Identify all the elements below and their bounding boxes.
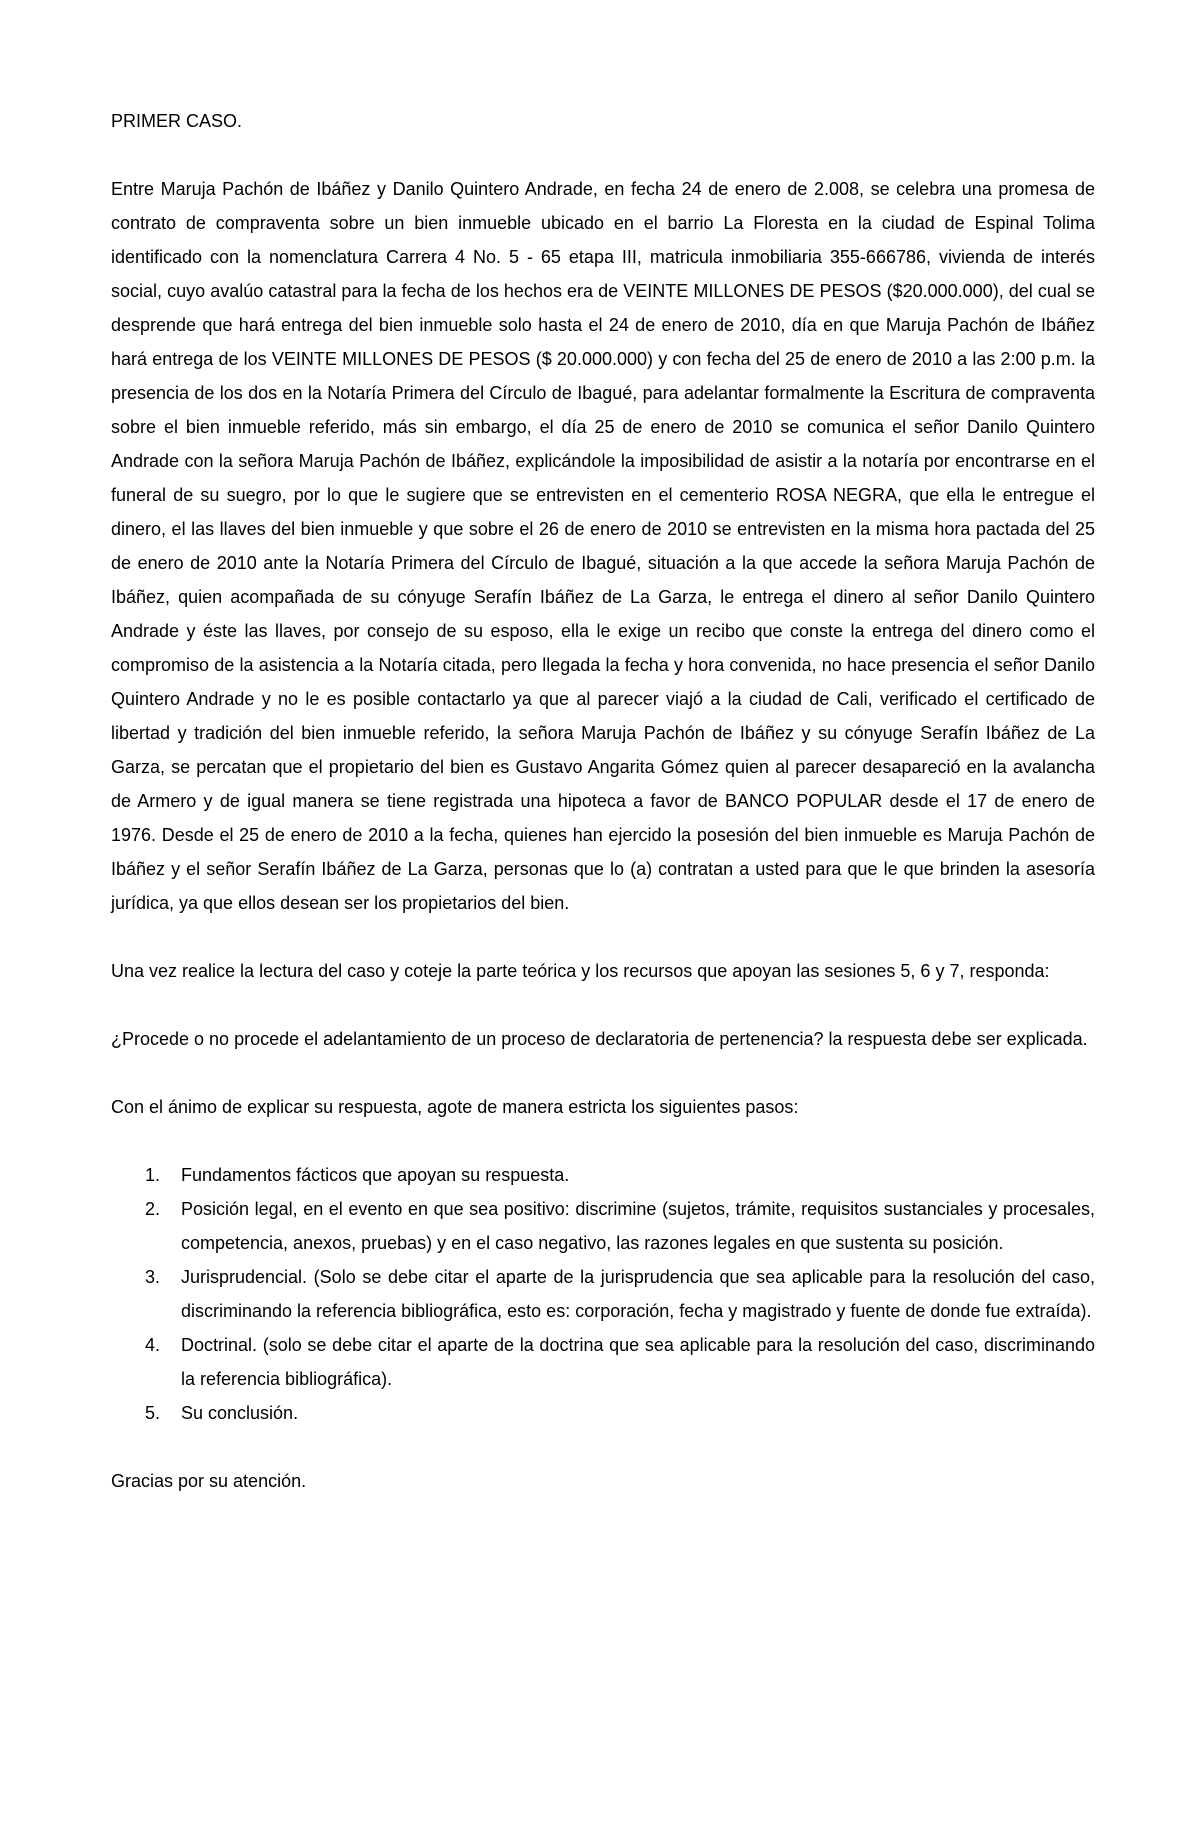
step-text: Posición legal, en el evento en que sea positivo: discrimine (sujetos, trámite, requisitos sustanciales y procesales, competencia, anexos, pruebas) y en el caso negativo, las razones legales en que sustenta su posición. xyxy=(181,1199,1095,1253)
list-item xyxy=(111,1328,1095,1396)
document-title: PRIMER CASO. xyxy=(111,111,243,131)
steps-list xyxy=(111,1158,1095,1430)
list-item xyxy=(111,1396,1095,1430)
step-number: 4. xyxy=(145,1335,161,1355)
step-number: 5. xyxy=(145,1403,161,1423)
list-item xyxy=(111,1192,1095,1260)
step-text: Jurisprudencial. (Solo se debe citar el aparte de la jurisprudencia que sea aplicable para la resolución del caso, discriminando la referencia bibliográfica, esto es: corporación, fecha y magistrado y fuente de donde fue extraída). xyxy=(181,1267,1095,1321)
step-number: 3. xyxy=(145,1267,161,1287)
list-item xyxy=(111,1260,1095,1328)
step-number: 2. xyxy=(145,1199,161,1219)
instruction-text: Una vez realice la lectura del caso y coteje la parte teórica y los recursos que apoyan las sesiones 5, 6 y 7, responda: xyxy=(111,961,1050,981)
document-page xyxy=(111,104,1095,1532)
question-text: ¿Procede o no procede el adelantamiento de un proceso de declaratoria de pertenencia? la respuesta debe ser explicada. xyxy=(111,1029,1088,1049)
steps-intro: Con el ánimo de explicar su respuesta, agote de manera estricta los siguientes pasos: xyxy=(111,1097,799,1117)
step-text: Su conclusión. xyxy=(181,1403,299,1423)
step-text: Doctrinal. (solo se debe citar el aparte de la doctrina que sea aplicable para la resolución del caso, discriminando la referencia bibliográfica). xyxy=(181,1335,1095,1389)
step-text: Fundamentos fácticos que apoyan su respuesta. xyxy=(181,1165,570,1185)
list-item xyxy=(111,1158,1095,1192)
closing-text: Gracias por su atención. xyxy=(111,1471,307,1491)
case-text: Entre Maruja Pachón de Ibáñez y Danilo Quintero Andrade, en fecha 24 de enero de 2.008, se celebra una promesa de contrato de compraventa sobre un bien inmueble ubicado en el barrio La Floresta en la ciudad de Espinal Tolima identificado con la nomenclatura Carrera 4 No. 5 - 65 etapa III, matricula inmobiliaria 355-666786, vivienda de interés social, cuyo avalúo catastral para la fecha de los hechos era de VEINTE MILLONES DE PESOS ($20.000.000), del cual se desprende que hará entrega del bien inmueble solo hasta el 24 de enero de 2010, día en que Maruja Pachón de Ibáñez hará entrega de los VEINTE MILLONES DE PESOS ($ 20.000.000) y con fecha del 25 de enero de 2010 a las 2:00 p.m. la presencia de los dos en la Notaría Primera del Círculo de Ibagué, para adelantar formalmente la Escritura de compraventa sobre el bien inmueble referido, más sin embargo, el día 25 de enero de 2010 se comunica el señor Danilo Quintero Andrade con la señora Maruja Pachón de Ibáñez, explicándole la imposibilidad de asistir a la notaría por encontrarse en el funeral de su suegro, por lo que le sugiere que se entrevisten en el cementerio ROSA NEGRA, que ella le entregue el dinero, el las llaves del bien inmueble y que sobre el 26 de enero de 2010 se entrevisten en la misma hora pactada del 25 de enero de 2010 ante la Notaría Primera del Círculo de Ibagué, situación a la que accede la señora Maruja Pachón de Ibáñez, quien acompañada de su cónyuge Serafín Ibáñez de La Garza, le entrega el dinero al señor Danilo Quintero Andrade y éste las llaves, por consejo de su esposo, ella le exige un recibo que conste la entrega del dinero como el compromiso de la asistencia a la Notaría citada, pero llegada la fecha y hora convenida, no hace presencia el señor Danilo Quintero Andrade y no le es posible contactarlo ya que al parecer viajó a la ciudad de Cali, verificado el certificado de libertad y tradición del bien inmueble referido, la señora Maruja Pachón de Ibáñez y su cónyuge Serafín Ibáñez de La Garza, se percatan que el propietario del bien es Gustavo Angarita Gómez quien al parecer desapareció en la avalancha de Armero y de igual manera se tiene registrada una hipoteca a favor de BANCO POPULAR desde el 17 de enero de 1976. Desde el 25 de enero de 2010 a la fecha, quienes han ejercido la posesión del bien inmueble es Maruja Pachón de Ibáñez y el señor Serafín Ibáñez de La Garza, personas que lo (a) contratan a usted para que le que brinden la asesoría jurídica, ya que ellos desean ser los propietarios del bien. xyxy=(111,179,1095,913)
step-number: 1. xyxy=(145,1165,161,1185)
